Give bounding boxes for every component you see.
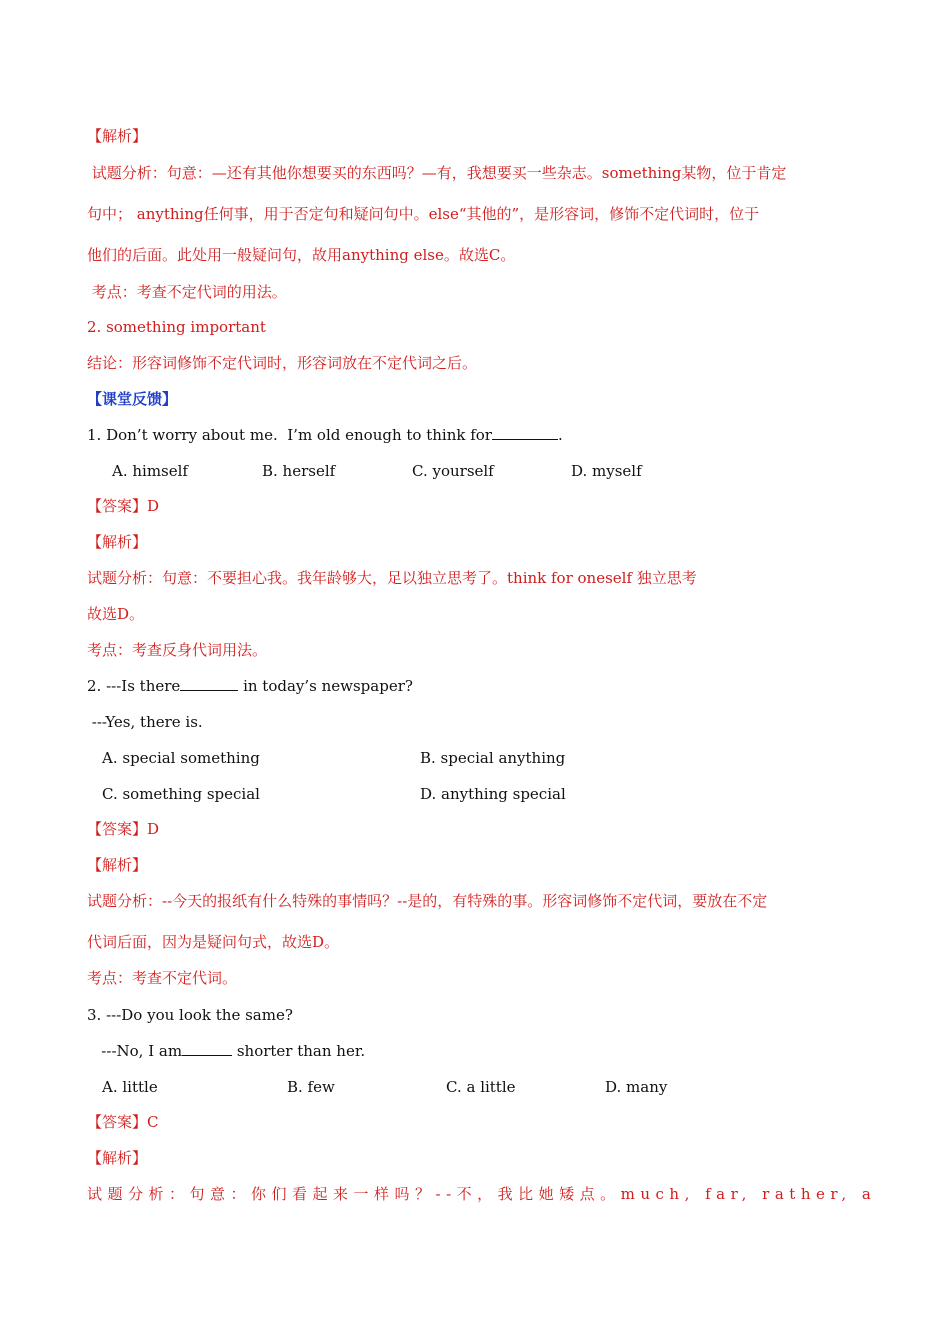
answer: 【答案】C (87, 1113, 159, 1131)
example-phrase: 2. something important (87, 318, 266, 336)
analysis-text: 试题分析：句意：不要担心我。我年龄够大，足以独立思考了。think for oneself 独立思考 (87, 569, 697, 587)
option-b: B. herself (262, 462, 336, 480)
option-a: A. special something (102, 749, 260, 767)
question-reply: ---Yes, there is. (87, 713, 203, 731)
option-c: C. something special (102, 785, 260, 803)
analysis-text: 试题分析：句意：—还有其他你想要买的东西吗？—有，我想要买一些杂志。something某物，位于肯定 (87, 164, 787, 182)
option-d: D. myself (571, 462, 642, 480)
option-b: B. special anything (420, 749, 566, 767)
question-stem: 2. ---Is there in today’s newspaper? (87, 677, 413, 695)
option-a: A. little (102, 1078, 158, 1096)
test-point: 考点：考查不定代词。 (87, 969, 238, 987)
analysis-heading: 【解析】 (87, 533, 148, 551)
answer: 【答案】D (87, 497, 160, 515)
analysis-heading: 【解析】 (87, 127, 148, 145)
test-point: 考点：考查不定代词的用法。 (87, 283, 287, 301)
answer-blank (492, 425, 558, 440)
analysis-text: 句中； anything任何事，用于否定句和疑问句中。else“其他的”，是形容词，修饰不定代词时，位于 (87, 205, 760, 223)
option-b: B. few (287, 1078, 335, 1096)
question-stem: 3. ---Do you look the same? (87, 1006, 293, 1024)
analysis-text: 故选D。 (87, 605, 145, 623)
section-heading: 【课堂反馈】 (87, 390, 178, 408)
analysis-heading: 【解析】 (87, 856, 148, 874)
test-point: 考点：考查反身代词用法。 (87, 641, 268, 659)
answer-blank (180, 676, 238, 691)
answer: 【答案】D (87, 820, 160, 838)
analysis-text: 代词后面，因为是疑问句式，故选D。 (87, 933, 340, 951)
option-d: D. anything special (420, 785, 566, 803)
question-reply: ---No, I am shorter than her. (87, 1042, 366, 1060)
option-d: D. many (605, 1078, 668, 1096)
question-stem: 1. Don’t worry about me. I’m old enough to think for . (87, 426, 563, 444)
conclusion: 结论：形容词修饰不定代词时，形容词放在不定代词之后。 (87, 354, 478, 372)
option-a: A. himself (112, 462, 188, 480)
option-c: C. a little (446, 1078, 516, 1096)
option-c: C. yourself (412, 462, 494, 480)
analysis-text: 试题分析：句意：你们看起来一样吗？--不，我比她矮点。much, far, rather, a (87, 1185, 877, 1203)
answer-blank (182, 1041, 232, 1056)
analysis-heading: 【解析】 (87, 1149, 148, 1167)
analysis-text: 试题分析：--今天的报纸有什么特殊的事情吗？--是的，有特殊的事。形容词修饰不定代词，要放在不定 (87, 892, 768, 910)
analysis-text: 他们的后面。此处用一般疑问句，故用anything else。故选C。 (87, 246, 516, 264)
